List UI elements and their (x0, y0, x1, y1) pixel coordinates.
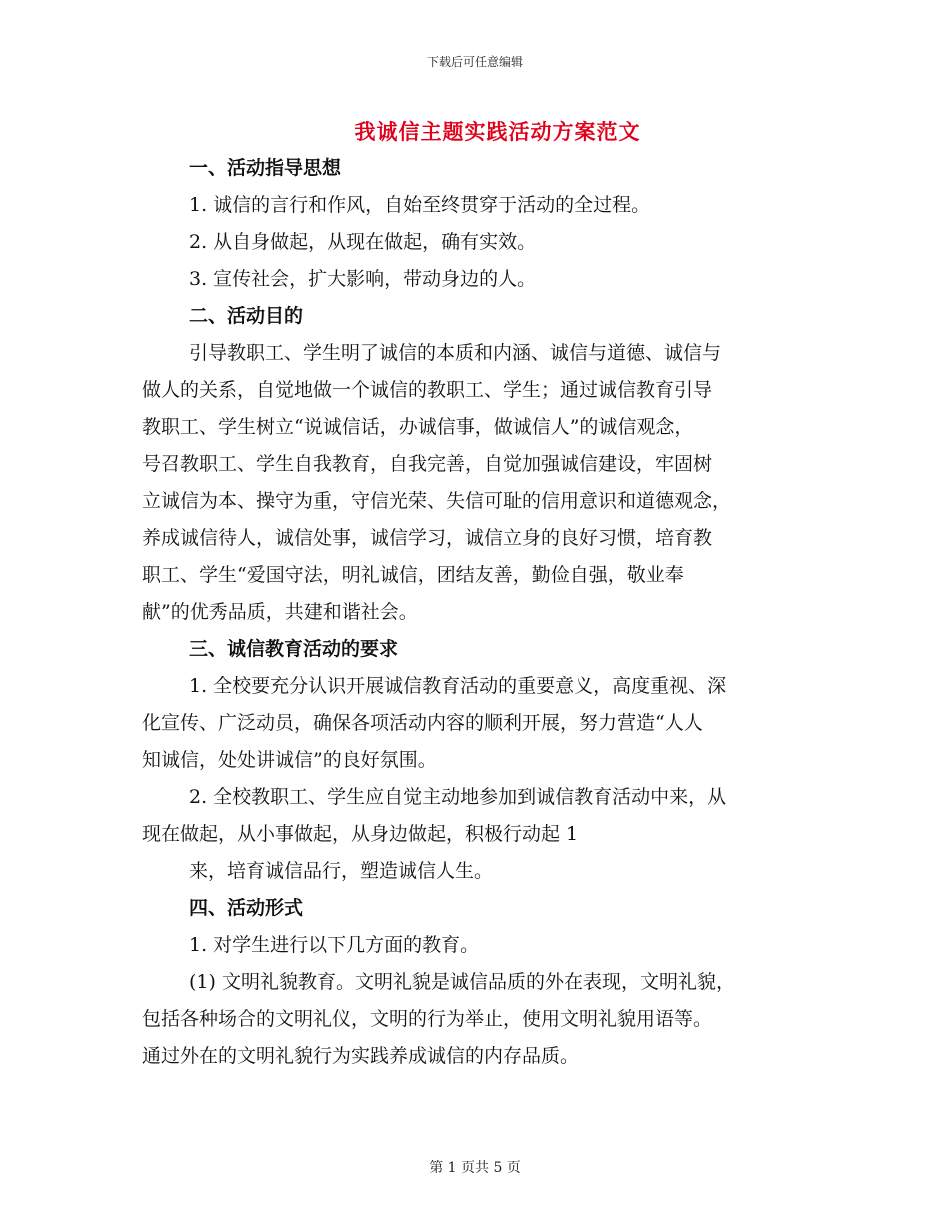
paragraph-line: 引导教职工、学生明了诚信的本质和内涵、诚信与道德、诚信与 (189, 342, 722, 364)
paragraph-line: 做人的关系，自觉地做一个诚信的教职工、学生；通过诚信教育引导 (142, 379, 713, 401)
paragraph-line: 职工、学生“爱国守法，明礼诚信，团结友善，勤俭自强，敬业奉 (142, 564, 684, 586)
paragraph-line: 知诚信，处处讲诚信”的良好氛围。 (142, 749, 437, 771)
section-heading: 一、活动指导思想 (189, 157, 342, 179)
section-heading: 四、活动形式 (189, 897, 304, 919)
paragraph-line: 1. 诚信的言行和作风，自始至终贯穿于活动的全过程。 (189, 194, 651, 216)
paragraph-line: 号召教职工、学生自我教育，自我完善，自觉加强诚信建设，牢固树 (142, 453, 713, 475)
paragraph-line: 通过外在的文明礼貌行为实践养成诚信的内存品质。 (142, 1045, 580, 1067)
header-note: 下载后可任意编辑 (426, 55, 523, 69)
paragraph-line: 化宣传、广泛动员，确保各项活动内容的顺利开展，努力营造“人人 (142, 712, 703, 734)
paragraph-line: (1) 文明礼貌教育。文明礼貌是诚信品质的外在表现，文明礼貌， (189, 971, 735, 993)
section-heading: 三、诚信教育活动的要求 (189, 638, 399, 660)
paragraph-line: 献”的优秀品质，共建和谐社会。 (142, 601, 418, 623)
document-title: 我诚信主题实践活动方案范文 (354, 119, 641, 144)
paragraph-line: 2. 从自身做起，从现在做起，确有实效。 (189, 231, 537, 253)
paragraph-line: 1. 对学生进行以下几方面的教育。 (189, 934, 480, 956)
paragraph-line: 2. 全校教职工、学生应自觉主动地参加到诚信教育活动中来，从 (189, 786, 727, 808)
paragraph-line: 教职工、学生树立“说诚信话，办诚信事，做诚信人”的诚信观念， (142, 416, 694, 438)
paragraph-line: 立诚信为本、操守为重，守信光荣、失信可耻的信用意识和道德观念， (142, 490, 732, 512)
document-body (142, 150, 802, 1075)
paragraph-line: 1. 全校要充分认识开展诚信教育活动的重要意义，高度重视、深 (189, 675, 727, 697)
paragraph-line: 养成诚信待人，诚信处事，诚信学习，诚信立身的良好习惯，培育教 (142, 527, 713, 549)
paragraph-line: 包括各种场合的文明礼仪，文明的行为举止，使用文明礼貌用语等。 (142, 1008, 713, 1030)
page-number: 第 1 页共 5 页 (429, 1160, 521, 1176)
paragraph-line: 来，培育诚信品行，塑造诚信人生。 (189, 860, 494, 882)
paragraph-line: 3. 宣传社会，扩大影响，带动身边的人。 (189, 268, 537, 290)
paragraph-line: 现在做起，从小事做起，从身边做起，积极行动起 1 (142, 823, 579, 845)
section-heading: 二、活动目的 (189, 305, 304, 327)
